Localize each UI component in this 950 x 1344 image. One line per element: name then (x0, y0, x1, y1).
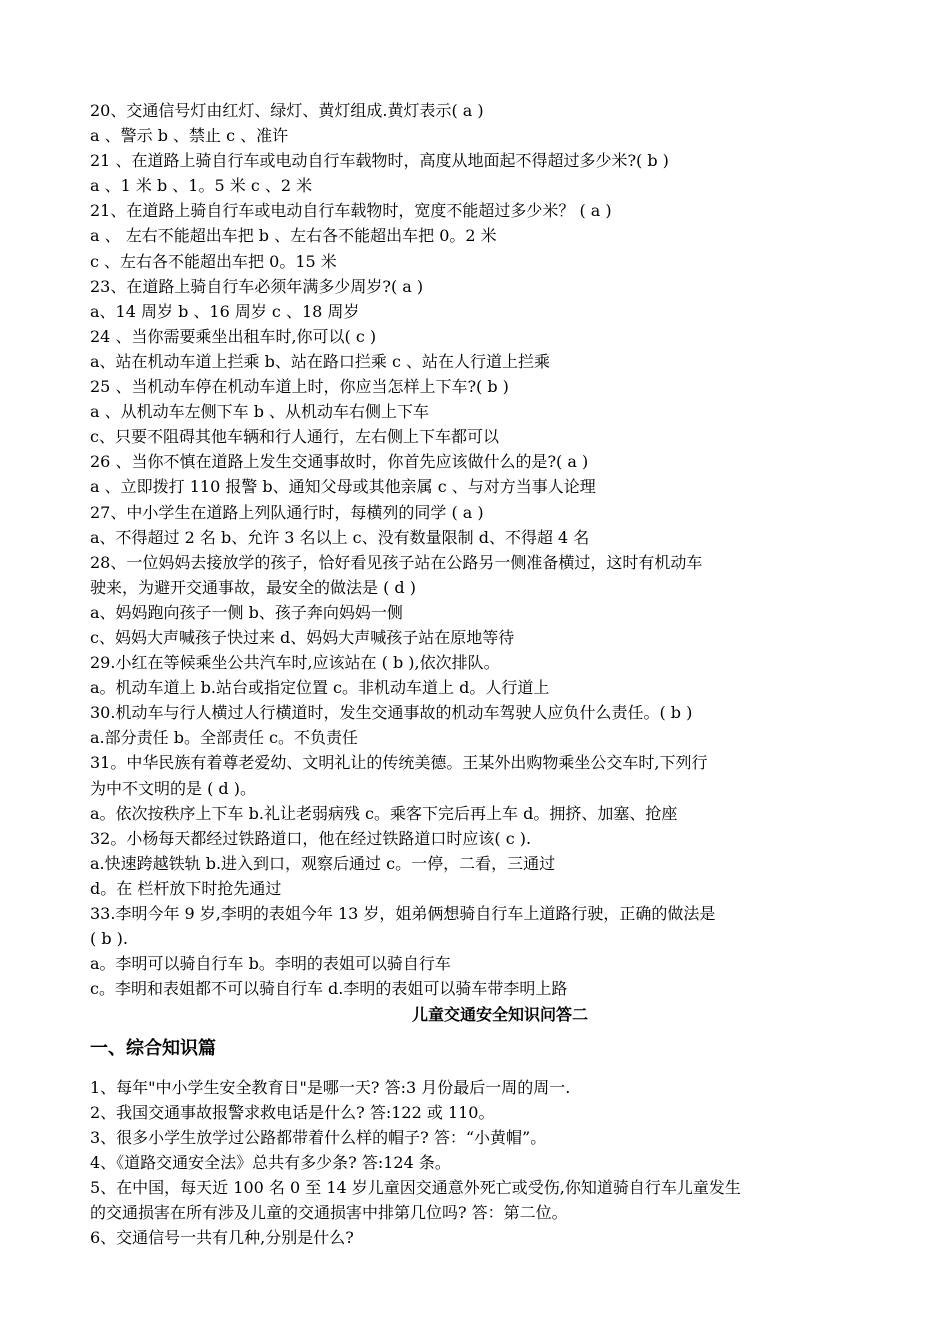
quiz-line: 24 、当你需要乘坐出租车时,你可以( c ) (90, 326, 377, 346)
document-page (90, 98, 870, 1250)
quiz-line: 20、交通信号灯由红灯、绿灯、黄灯组成.黄灯表示( a ) (90, 101, 484, 120)
quiz-line: a.快速跨越铁轨 b.进入到口，观察后通过 c。一停，二看，三通过 (90, 853, 556, 873)
quiz-line: a 、立即拨打 110 报警 b、通知父母或其他亲属 c 、与对方当事人论理 (90, 477, 596, 497)
quiz-line: c、只要不阻碍其他车辆和行人通行，左右侧上下车都可以 (90, 427, 499, 447)
quiz-line: a 、 左右不能超出车把 b 、左右各不能超出车把 0。2 米 (90, 226, 497, 246)
quiz-line: d。在 栏杆放下时抢先通过 (90, 878, 282, 898)
quiz-line: 为中不文明的是 ( d )。 (90, 778, 256, 798)
quiz-line: 21 、在道路上骑自行车或电动自行车载物时，高度从地面起不得超过多少米?( b ) (90, 151, 669, 171)
quiz-line: a、不得超过 2 名 b、允许 3 名以上 c、没有数量限制 d、不得超 4 名 (90, 527, 590, 547)
quiz-line: 26 、当你不慎在道路上发生交通事故时，你首先应该做什么的是?( a ) (90, 452, 589, 472)
answer-line: 4、《道路交通安全法》总共有多少条? 答:124 条。 (90, 1153, 451, 1173)
quiz-line: 23、在道路上骑自行车必须年满多少周岁?( a ) (90, 276, 424, 296)
quiz-line: a 、警示 b 、禁止 c 、准许 (90, 126, 289, 146)
quiz-line: 25 、当机动车停在机动车道上时，你应当怎样上下车?( b ) (90, 377, 509, 397)
answer-line: 6、交通信号一共有几种,分别是什么? (90, 1228, 354, 1248)
quiz-line: ( b ). (90, 929, 128, 949)
quiz-line: 31。中华民族有着尊老爱幼、文明礼让的传统美德。王某外出购物乘坐公交车时,下列行 (90, 753, 708, 773)
quiz-line: 33.李明今年 9 岁,李明的表姐今年 13 岁，姐弟俩想骑自行车上道路行驶，正确的做法是 (90, 904, 716, 923)
quiz-line: a、14 周岁 b 、16 周岁 c 、18 周岁 (90, 301, 360, 321)
quiz-line: c 、左右各不能超出车把 0。15 米 (90, 251, 337, 271)
quiz-line: a.部分责任 b。全部责任 c。不负责任 (90, 728, 359, 748)
quiz-line: c、妈妈大声喊孩子快过来 d、妈妈大声喊孩子站在原地等待 (90, 627, 515, 647)
quiz-line: 27、中小学生在道路上列队通行时，每横列的同学 ( a ) (90, 502, 484, 522)
answer-line: 3、很多小学生放学过公路都带着什么样的帽子? 答：“小黄帽”。 (90, 1128, 547, 1148)
answer-line: 的交通损害在所有涉及儿童的交通损害中排第几位吗? 答：第二位。 (90, 1203, 568, 1223)
quiz-line: 28、一位妈妈去接放学的孩子，恰好看见孩子站在公路另一侧准备横过，这时有机动车 (90, 552, 703, 572)
answer-line: 2、我国交通事故报警求救电话是什么? 答:122 或 110。 (90, 1103, 495, 1123)
answer-line: 1、每年"中小学生安全教育日"是哪一天? 答:3 月份最后一周的周一. (90, 1078, 571, 1098)
quiz-line: 29.小红在等候乘坐公共汽车时,应该站在 ( b ),依次排队。 (90, 653, 500, 673)
quiz-line: a。机动车道上 b.站台或指定位置 c。非机动车道上 d。人行道上 (90, 678, 550, 698)
quiz-line: a、妈妈跑向孩子一侧 b、孩子奔向妈妈一侧 (90, 602, 403, 622)
quiz-line: c。李明和表姐都不可以骑自行车 d.李明的表姐可以骑车带李明上路 (90, 979, 568, 999)
document-heading: 儿童交通安全知识问答二 (411, 1005, 588, 1025)
quiz-line: 21、在道路上骑自行车或电动自行车载物时，宽度不能超过多少米？ ( a ) (90, 201, 612, 221)
quiz-line: 32。小杨每天都经过铁路道口，他在经过铁路道口时应该( c ). (90, 828, 532, 848)
quiz-line: a 、从机动车左侧下车 b 、从机动车右侧上下车 (90, 402, 430, 422)
quiz-line: 驶来，为避开交通事故，最安全的做法是 ( d ) (90, 577, 416, 597)
quiz-line: a。李明可以骑自行车 b。李明的表姐可以骑自行车 (90, 954, 451, 974)
answer-line: 5、在中国，每天近 100 名 0 至 14 岁儿童因交通意外死亡或受伤,你知道骑自行车儿童发生 (90, 1178, 741, 1198)
quiz-line: a。依次按秩序上下车 b.礼让老弱病残 c。乘客下完后再上车 d。拥挤、加塞、抢座 (90, 803, 678, 823)
quiz-line: a、站在机动车道上拦乘 b、站在路口拦乘 c 、站在人行道上拦乘 (90, 351, 551, 371)
quiz-line: 30.机动车与行人横过人行横道时，发生交通事故的机动车驾驶人应负什么责任。( b ) (90, 703, 693, 723)
quiz-line: a 、1 米 b 、1。5 米 c 、2 米 (90, 176, 313, 196)
answers-block (90, 1075, 870, 1250)
quiz-block (90, 98, 870, 1001)
section-title: 一、综合知识篇 (90, 1038, 216, 1060)
